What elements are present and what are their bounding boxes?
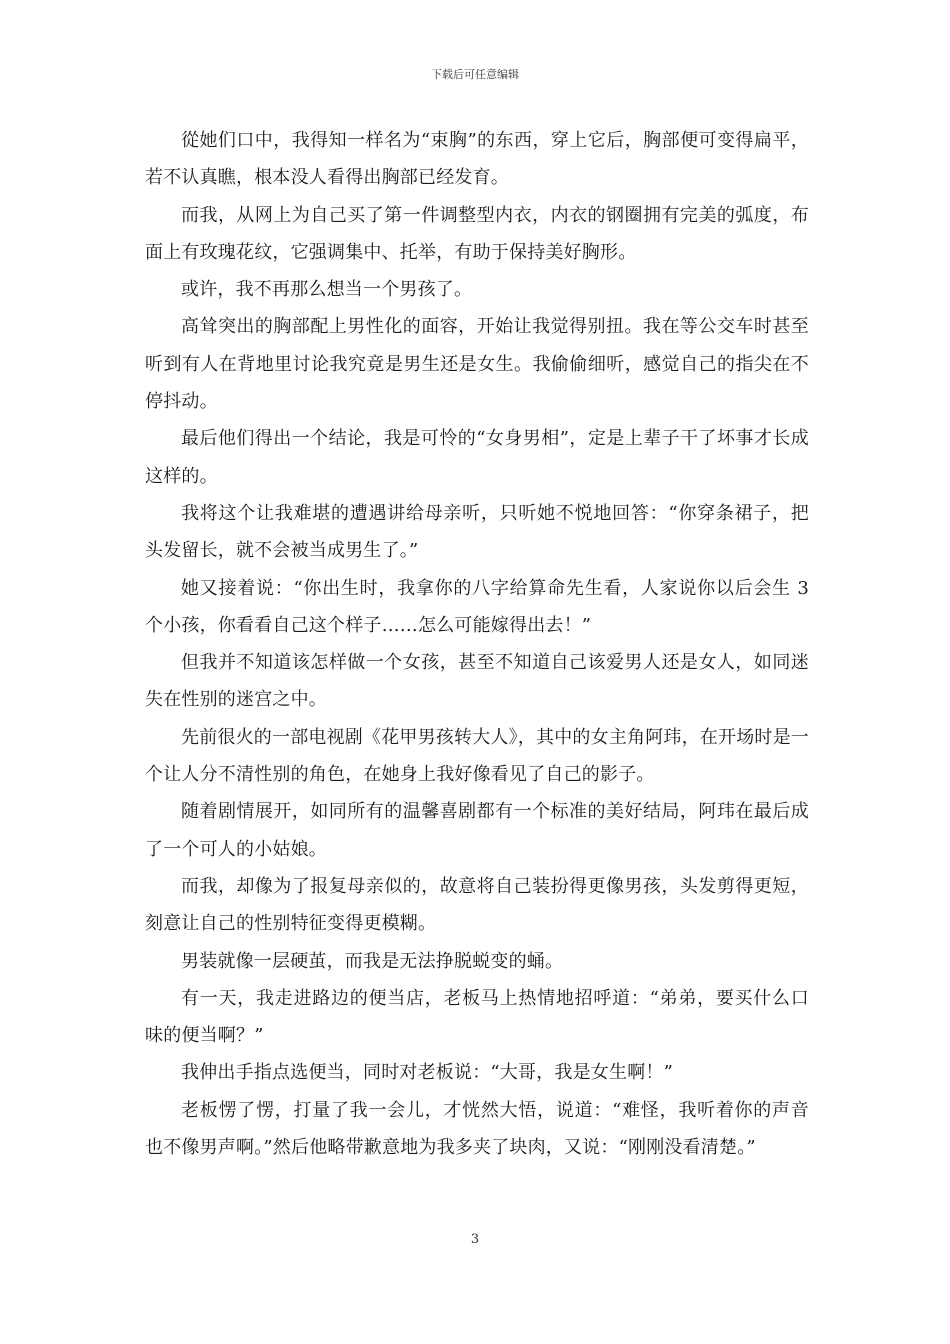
paragraph: 随着剧情展开，如同所有的温馨喜剧都有一个标准的美好结局，阿玮在最后成了一个可人的小姑娘。	[145, 801, 809, 860]
paragraph: 先前很火的一部电视剧《花甲男孩转大人》，其中的女主角阿玮，在开场时是一个让人分不清性别的角色，在她身上我好像看见了自己的影子。	[145, 726, 809, 786]
paragraph: 從她们口中，我得知一样名为“束胸”的东西，穿上它后，胸部便可变得扁平，若不认真瞧，根本没人看得出胸部已经发育。	[145, 130, 809, 189]
body-text	[145, 122, 809, 1166]
page-number: 3	[470, 1232, 480, 1247]
paragraph: 而我，从网上为自己买了第一件调整型内衣，内衣的钢圈拥有完美的弧度，布面上有玫瑰花纹，它强调集中、托举，有助于保持美好胸形。	[145, 204, 809, 263]
paragraph: 老板愣了愣，打量了我一会儿，才恍然大悟，说道：“难怪，我听着你的声音也不像男声啊。”然后他略带歉意地为我多夹了块肉，又说：“刚刚没看清楚。”	[145, 1099, 809, 1159]
paragraph: 最后他们得出一个结论，我是可怜的“女身男相”，定是上辈子干了坏事才长成这样的。	[145, 428, 809, 487]
paragraph: 有一天，我走进路边的便当店，老板马上热情地招呼道：“弟弟，要买什么口味的便当啊？”	[145, 987, 809, 1047]
page-header-note: 下载后可任意编辑	[431, 68, 519, 81]
paragraph: 高耸突出的胸部配上男性化的面容，开始让我觉得别扭。我在等公交车时甚至听到有人在背地里讨论我究竟是男生还是女生。我偷偷细听，感觉自己的指尖在不停抖动。	[145, 316, 809, 413]
paragraph: 或许，我不再那么想当一个男孩了。	[181, 279, 473, 301]
paragraph: 我伸出手指点选便当，同时对老板说：“大哥，我是女生啊！”	[181, 1062, 674, 1084]
paragraph: 她又接着说：“你出生时，我拿你的八字给算命先生看，人家说你以后会生 3 个小孩，你看看自己这个样子……怎么可能嫁得出去！”	[145, 577, 809, 636]
paragraph: 男装就像一层硬茧，而我是无法挣脱蜕变的蛹。	[181, 950, 564, 972]
paragraph: 但我并不知道该怎样做一个女孩，甚至不知道自己该爱男人还是女人，如同迷失在性别的迷宫之中。	[145, 652, 809, 711]
paragraph: 而我，却像为了报复母亲似的，故意将自己装扮得更像男孩，头发剪得更短，刻意让自己的性别特征变得更模糊。	[145, 875, 809, 935]
paragraph: 我将这个让我难堪的遭遇讲给母亲听，只听她不悦地回答：“你穿条裙子，把头发留长，就不会被当成男生了。”	[145, 502, 809, 562]
